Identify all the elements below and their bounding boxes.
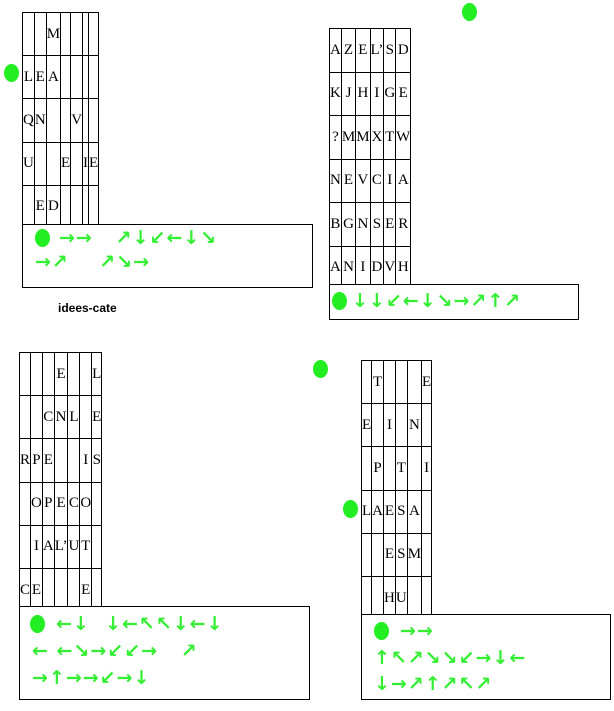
grid-cell[interactable]: A <box>330 29 342 73</box>
grid-cell[interactable] <box>422 404 432 447</box>
arrow-sequence: →↗ ↗↘→ <box>35 251 151 273</box>
grid-cell[interactable]: H <box>384 576 396 619</box>
grid-cell[interactable]: E <box>54 353 68 396</box>
arrow-sequence: ← ←↘→↙↙→ ↗ <box>32 640 198 663</box>
grid-cell[interactable] <box>89 185 99 228</box>
grid-cell[interactable] <box>362 533 372 576</box>
grid-row <box>23 13 99 56</box>
grid-cell[interactable] <box>20 353 31 396</box>
grid-cell[interactable] <box>71 13 83 56</box>
grid-cell[interactable]: E <box>356 29 370 73</box>
grid-row <box>20 396 102 439</box>
grid-cell[interactable] <box>372 404 384 447</box>
grid-cell[interactable]: A <box>330 246 342 290</box>
grid-cell[interactable]: E <box>92 396 102 439</box>
grid-cell[interactable] <box>362 447 372 490</box>
grid-cell[interactable]: T <box>372 361 384 404</box>
grid-cell[interactable]: N <box>54 396 68 439</box>
grid-cell[interactable]: S <box>370 203 384 247</box>
grid-cell[interactable]: Q <box>23 99 35 142</box>
grid-cell[interactable]: D <box>396 29 411 73</box>
grid-row <box>20 525 102 568</box>
grid-cell[interactable]: E <box>384 533 396 576</box>
grid-cell[interactable]: A <box>42 525 54 568</box>
grid-cell[interactable]: S <box>395 533 407 576</box>
grid-cell[interactable]: C <box>68 482 80 525</box>
grid-row <box>20 482 102 525</box>
grid-row <box>20 568 102 611</box>
grid-cell[interactable] <box>23 13 35 56</box>
grid-cell[interactable] <box>61 13 71 56</box>
grid-row <box>330 203 411 247</box>
letter-grid <box>329 28 411 290</box>
grid-cell[interactable]: C <box>370 159 384 203</box>
grid-cell[interactable]: R <box>20 439 31 482</box>
grid-cell[interactable]: ? <box>330 116 342 160</box>
grid-cell[interactable]: E <box>89 142 99 185</box>
grid-cell[interactable] <box>20 396 31 439</box>
grid-cell[interactable]: E <box>61 142 71 185</box>
grid-cell[interactable]: J <box>341 72 355 116</box>
grid-cell[interactable]: I <box>384 404 396 447</box>
green-dot-icon <box>30 615 45 633</box>
grid-cell[interactable]: W <box>396 116 411 160</box>
grid-row <box>330 116 411 160</box>
grid-row <box>362 533 432 576</box>
grid-cell[interactable]: I <box>422 447 432 490</box>
grid-row <box>362 447 432 490</box>
grid-cell[interactable]: I <box>370 72 384 116</box>
grid-cell[interactable] <box>89 13 99 56</box>
grid-cell[interactable]: P <box>31 439 43 482</box>
grid-cell[interactable]: X <box>370 116 384 160</box>
grid-cell[interactable] <box>71 142 83 185</box>
grid-cell[interactable] <box>89 99 99 142</box>
grid-cell[interactable]: L <box>92 353 102 396</box>
green-dot-icon <box>332 292 347 310</box>
grid-cell[interactable] <box>92 568 102 611</box>
grid-row <box>362 404 432 447</box>
grid-cell[interactable]: T <box>384 116 396 160</box>
grid-cell[interactable]: U <box>23 142 35 185</box>
grid-row <box>330 246 411 290</box>
green-dot-icon <box>343 500 358 518</box>
grid-cell[interactable]: L <box>23 56 35 99</box>
grid-cell[interactable]: R <box>396 203 411 247</box>
grid-cell[interactable] <box>80 396 92 439</box>
grid-cell[interactable]: E <box>34 185 46 228</box>
grid-cell[interactable]: E <box>34 56 46 99</box>
grid-cell[interactable] <box>61 185 71 228</box>
grid-cell[interactable]: O <box>80 482 92 525</box>
grid-cell[interactable]: E <box>422 361 432 404</box>
grid-cell[interactable]: G <box>341 203 355 247</box>
grid-cell[interactable]: M <box>356 116 370 160</box>
green-dot-icon <box>313 360 328 378</box>
grid-cell[interactable] <box>362 576 372 619</box>
arrow-clue-box <box>329 284 579 320</box>
grid-row <box>20 439 102 482</box>
arrow-sequence: ↓→↗↑↗↖↗ <box>374 673 493 696</box>
grid-cell[interactable] <box>80 353 92 396</box>
grid-cell[interactable] <box>23 185 35 228</box>
grid-row <box>362 490 432 533</box>
grid-cell[interactable]: T <box>395 447 407 490</box>
grid-cell[interactable] <box>34 13 46 56</box>
grid-cell[interactable] <box>68 439 80 482</box>
grid-cell[interactable] <box>42 353 54 396</box>
grid-cell[interactable]: I <box>83 142 89 185</box>
grid-cell[interactable] <box>20 525 31 568</box>
grid-cell[interactable] <box>422 576 432 619</box>
grid-cell[interactable] <box>61 56 71 99</box>
grid-cell[interactable]: L <box>68 396 80 439</box>
grid-row <box>20 353 102 396</box>
grid-cell[interactable]: I <box>80 439 92 482</box>
grid-cell[interactable]: N <box>356 203 370 247</box>
grid-cell[interactable] <box>31 396 43 439</box>
grid-cell[interactable]: S <box>92 439 102 482</box>
grid-cell[interactable]: S <box>384 29 396 73</box>
grid-cell[interactable] <box>54 568 68 611</box>
grid-cell[interactable]: E <box>341 159 355 203</box>
grid-cell[interactable] <box>34 142 46 185</box>
grid-cell[interactable] <box>46 142 60 185</box>
grid-cell[interactable]: T <box>80 525 92 568</box>
grid-cell[interactable]: V <box>356 159 370 203</box>
grid-cell[interactable]: E <box>54 482 68 525</box>
grid-cell[interactable]: L <box>362 490 372 533</box>
grid-cell[interactable] <box>422 533 432 576</box>
arrow-sequence: →→ <box>400 620 434 643</box>
arrow-clue-box <box>22 224 313 288</box>
arrow-clue-box <box>19 606 310 700</box>
grid-cell[interactable] <box>384 361 396 404</box>
letter-grid <box>361 360 432 620</box>
grid-cell[interactable]: E <box>31 568 43 611</box>
grid-cell[interactable] <box>395 404 407 447</box>
grid-cell[interactable] <box>46 99 60 142</box>
grid-cell[interactable]: E <box>396 72 411 116</box>
grid-cell[interactable]: A <box>46 56 60 99</box>
grid-cell[interactable]: P <box>372 447 384 490</box>
grid-cell[interactable] <box>92 482 102 525</box>
grid-cell[interactable]: V <box>71 99 83 142</box>
grid-cell[interactable]: N <box>330 159 342 203</box>
grid-cell[interactable]: L’ <box>54 525 68 568</box>
arrow-sequence: ↑↖↗↘↘↙→↓← <box>374 647 527 670</box>
grid-cell[interactable]: N <box>34 99 46 142</box>
grid-cell[interactable] <box>422 490 432 533</box>
arrow-sequence: →↑→→↙→↓ <box>32 667 151 690</box>
letter-grid <box>22 12 99 229</box>
grid-row <box>362 576 432 619</box>
grid-cell[interactable] <box>42 568 54 611</box>
grid-cell[interactable]: N <box>341 246 355 290</box>
grid-cell[interactable] <box>54 439 68 482</box>
grid-cell[interactable]: E <box>384 490 396 533</box>
grid-cell[interactable] <box>71 185 83 228</box>
grid-row <box>23 56 99 99</box>
grid-cell[interactable] <box>31 353 43 396</box>
grid-cell[interactable]: B <box>330 203 342 247</box>
grid-cell[interactable]: E <box>384 203 396 247</box>
grid-cell[interactable]: C <box>42 396 54 439</box>
grid-cell[interactable]: S <box>395 490 407 533</box>
grid-cell[interactable]: U <box>395 576 407 619</box>
grid-cell[interactable]: I <box>384 159 396 203</box>
grid-cell[interactable]: H <box>356 72 370 116</box>
grid-cell[interactable]: N <box>407 404 421 447</box>
arrow-sequence: →→ ↗↓↙←↓↘ <box>59 227 218 249</box>
grid-cell[interactable] <box>407 576 421 619</box>
grid-cell[interactable] <box>68 568 80 611</box>
grid-cell[interactable]: P <box>42 482 54 525</box>
grid-row <box>23 185 99 228</box>
grid-cell[interactable]: M <box>407 533 421 576</box>
grid-cell[interactable] <box>407 361 421 404</box>
grid-cell[interactable] <box>395 361 407 404</box>
grid-cell[interactable] <box>372 576 384 619</box>
caption: idees-cate <box>58 301 117 315</box>
grid-cell[interactable]: M <box>341 116 355 160</box>
grid-cell[interactable]: H <box>396 246 411 290</box>
grid-cell[interactable]: D <box>46 185 60 228</box>
grid-cell[interactable] <box>384 447 396 490</box>
grid-cell[interactable]: U <box>68 525 80 568</box>
green-dot-icon <box>4 64 19 82</box>
grid-cell[interactable]: I <box>356 246 370 290</box>
grid-cell[interactable]: C <box>20 568 31 611</box>
grid-cell[interactable] <box>68 353 80 396</box>
grid-cell[interactable]: I <box>31 525 43 568</box>
grid-cell[interactable]: K <box>330 72 342 116</box>
grid-row <box>330 29 411 73</box>
letter-grid <box>19 352 102 612</box>
grid-cell[interactable] <box>92 525 102 568</box>
grid-cell[interactable] <box>362 361 372 404</box>
grid-row <box>330 159 411 203</box>
arrow-sequence: ←↓ ↓←↖↖↓←↓ <box>56 613 224 636</box>
grid-cell[interactable] <box>89 56 99 99</box>
grid-row <box>23 99 99 142</box>
arrow-sequence: ↓↓↙←↓↘→↗↑↗ <box>352 290 522 312</box>
grid-cell[interactable]: A <box>396 159 411 203</box>
grid-cell[interactable] <box>372 533 384 576</box>
grid-cell[interactable] <box>61 99 71 142</box>
grid-cell[interactable] <box>71 56 83 99</box>
grid-cell[interactable]: A <box>372 490 384 533</box>
grid-cell[interactable] <box>407 447 421 490</box>
grid-cell[interactable]: E <box>362 404 372 447</box>
grid-cell[interactable]: V <box>384 246 396 290</box>
grid-cell[interactable]: A <box>407 490 421 533</box>
green-dot-icon <box>462 3 477 21</box>
grid-cell[interactable]: E <box>42 439 54 482</box>
grid-cell[interactable]: Z <box>341 29 355 73</box>
green-dot-icon <box>374 622 389 640</box>
grid-cell[interactable]: O <box>31 482 43 525</box>
grid-cell[interactable]: L’ <box>370 29 384 73</box>
grid-row <box>23 142 99 185</box>
arrow-clue-box <box>361 614 611 700</box>
green-dot-icon <box>35 229 50 247</box>
grid-cell[interactable]: G <box>384 72 396 116</box>
grid-row <box>362 361 432 404</box>
grid-cell[interactable]: E <box>80 568 92 611</box>
grid-cell[interactable] <box>20 482 31 525</box>
grid-cell[interactable]: D <box>370 246 384 290</box>
grid-cell[interactable]: M <box>46 13 60 56</box>
grid-row <box>330 72 411 116</box>
